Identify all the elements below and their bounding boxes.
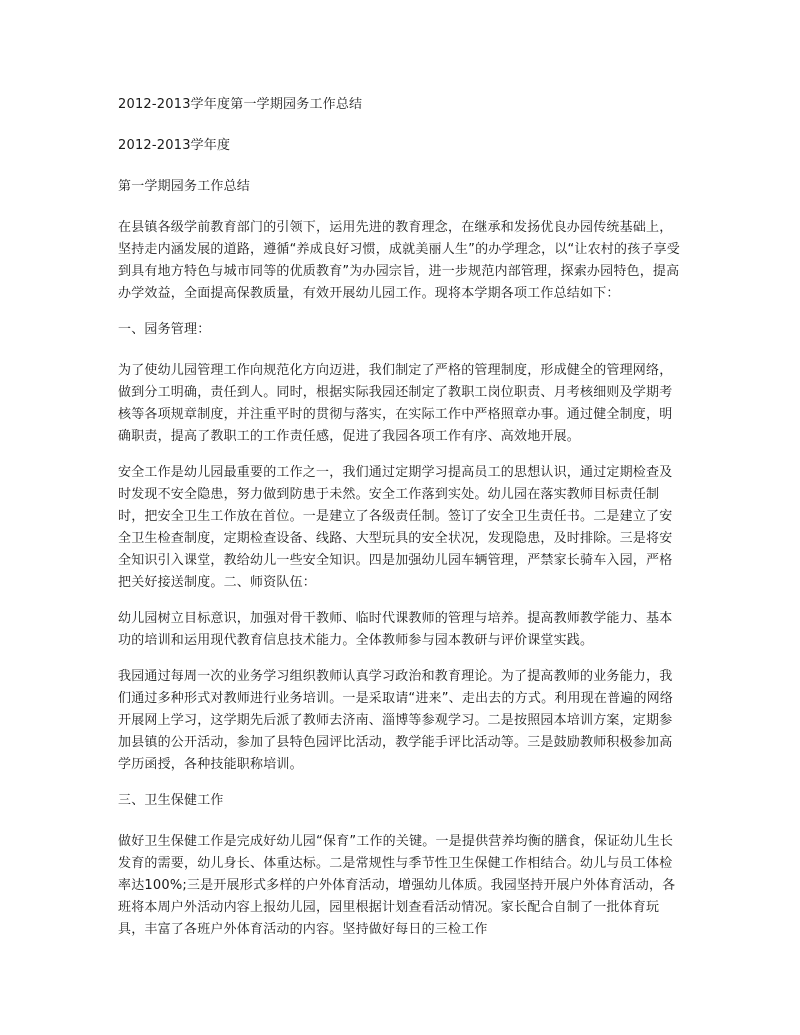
section-heading-health: 三、卫生保健工作	[118, 793, 224, 808]
year-line: 2012-2013学年度	[118, 138, 231, 153]
document-title: 2012-2013学年度第一学期园务工作总结	[118, 97, 363, 112]
intro-paragraph: 在县镇各级学前教育部门的引领下，运用先进的教育理念，在继承和发扬优良办园传统基础上，坚持走内涵发展的道路，遵循“养成良好习惯，成就美丽人生”的办学理念，以“让农村的孩子享受到具有地方特色与城市同等的优质教育”为办园宗旨，进一步规范内部管理，探索办园特色，提高办学效益，全面提高保教质量，有效开展幼儿园工作。现将本学期各项工作总结如下：	[118, 220, 681, 301]
health-paragraph: 做好卫生保健工作是完成好幼儿园“保育”工作的关键。一是提供营养均衡的膳食，保证幼儿生长发育的需要，幼儿身长、体重达标。二是常规性与季节性卫生保健工作相结合。幼儿与员工体检率达100%;三是开展形式多样的户外体育活动，增强幼儿体质。我园坚持开展户外体育活动，各班将本周户外活动内容上报幼儿园，园里根据计划查看活动情况。家长配合自制了一批体育玩具，丰富了各班户外体育活动的内容。坚持做好每日的三检工作	[118, 834, 676, 937]
teachers-paragraph: 幼儿园树立目标意识，加强对骨干教师、临时代课教师的管理与培养。提高教师教学能力、基本功的培训和运用现代教育信息技术能力。全体教师参与园本教研与评价课堂实践。	[118, 611, 673, 648]
management-paragraph: 为了使幼儿园管理工作向规范化方向迈进，我们制定了严格的管理制度，形成健全的管理网络，做到分工明确，责任到人。同时，根据实际我园还制定了教职工岗位职责、月考核细则及学期考核等各项规章制度，并注重平时的贯彻与落实，在实际工作中严格照章办事。通过健全制度，明确职责，提高了教职工的工作责任感，促进了我园各项工作有序、高效地开展。	[118, 363, 673, 444]
document-page	[118, 94, 684, 955]
section-heading-management: 一、园务管理：	[118, 322, 211, 337]
document-subtitle: 第一学期园务工作总结	[118, 179, 251, 194]
training-paragraph: 我园通过每周一次的业务学习组织教师认真学习政治和教育理论。为了提高教师的业务能力，我们通过多种形式对教师进行业务培训。一是采取请“进来”、走出去的方式。利用现在普遍的网络开展网上学习，这学期先后派了教师去济南、淄博等参观学习。二是按照园本培训方案，定期参加县镇的公开活动，参加了县特色园评比活动，教学能手评比活动等。三是鼓励教师积极参加高学历函授，各种技能职称培训。	[118, 669, 674, 772]
safety-paragraph: 安全工作是幼儿园最重要的工作之一，我们通过定期学习提高员工的思想认识，通过定期检查及时发现不安全隐患，努力做到防患于未然。安全工作落到实处。幼儿园在落实教师目标责任制时，把安全卫生工作放在首位。一是建立了各级责任制。签订了安全卫生责任书。二是建立了安全卫生检查制度，定期检查设备、线路、大型玩具的安全状况，发现隐患，及时排除。三是将安全知识引入课堂，教给幼儿一些安全知识。四是加强幼儿园车辆管理，严禁家长骑车入园，严格把关好接送制度。二、师资队伍：	[118, 465, 673, 590]
